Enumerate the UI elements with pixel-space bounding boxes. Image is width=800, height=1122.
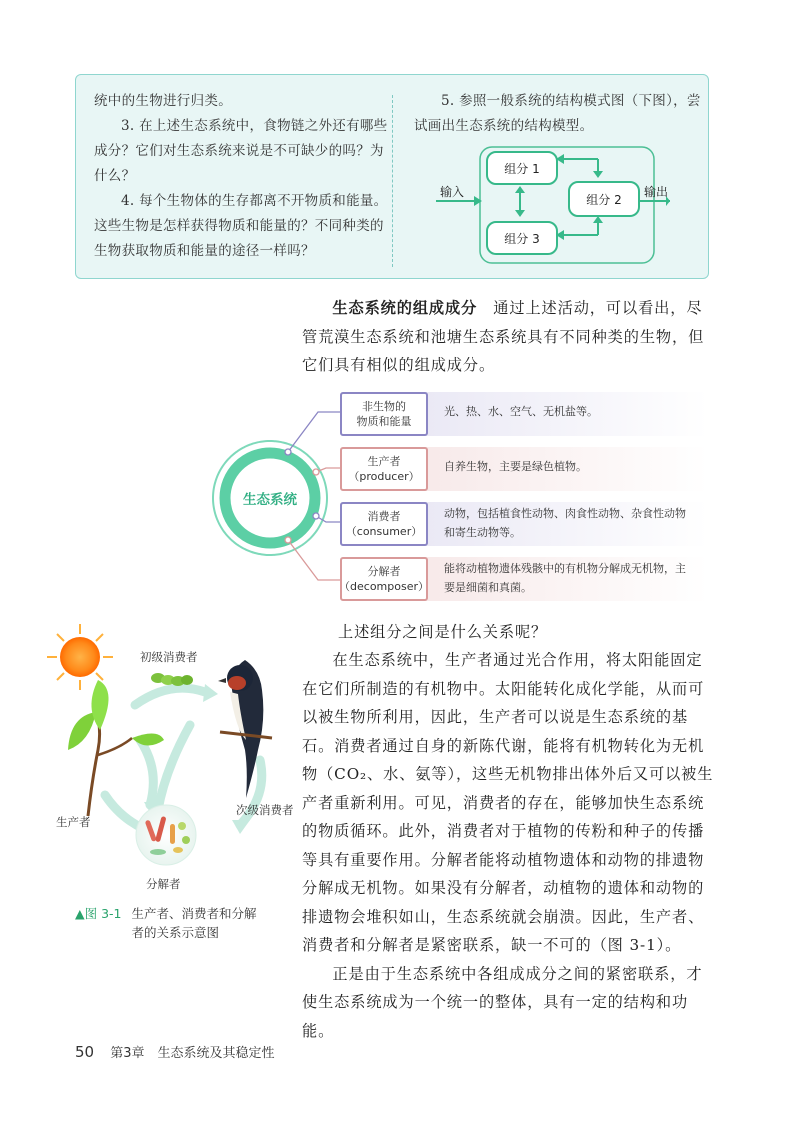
activity-box [75,74,709,279]
consumer-desc-line-1: 动物，包括植食性动物、肉食性动物、杂食性动物 [444,507,686,520]
decomposer-desc [444,559,714,597]
system-model-diagram [434,145,674,265]
abiotic-box [340,392,428,436]
relation-p1-text: 在生态系统中，生产者通过光合作用，将太阳能固定在它们所制造的有机物中。太阳能转化成化学能，从而可以被生物所利用，因此，生产者可以说是生态系统的基石。消费者通过自身的新陈代谢，能将有机物转化为无机物（CO₂、水、氨等），这些无机物排出体外后又可以被生产者重新利用。可见，消费者的存在，能够加快生态系统的物质循环。此外，消费者对于植物的传粉和种子的传播等具有重要作用。分解者能将动植物遗体和动物的排遗物分解成无机物。如果没有分解者，动植物的遗体和动物的排遗物会堆积如山，生态系统就会崩溃。因此，生产者、消费者和分解者是紧密联系，缺一不可的（图 3-1）。 [302,651,714,954]
decomposer-icon [136,805,196,865]
activity-question-5: 5. 参照一般系统的结构模式图（下图），尝试画出生态系统的结构模型。 [414,93,701,134]
sun-icon [47,624,113,690]
group-1-box [486,151,558,185]
decomposer-desc-line-1: 能将动植物遗体残骸中的有机物分解成无机物，主 [444,562,686,575]
abiotic-name-2: 物质和能量 [356,415,412,428]
input-label: 输入 [440,185,465,199]
group-3-label: 组分 3 [504,231,540,246]
abiotic-name-1: 非生物的 [362,400,406,413]
components-diagram [0,380,800,610]
group-1-label: 组分 1 [504,161,540,176]
producer-label: 生产者 [56,815,91,829]
section-heading: 生态系统的组成成分 [332,299,478,317]
producer-desc [444,457,708,476]
relation-question-text: 上述组分之间是什么关系呢？ [338,623,548,641]
ecosystem-center-label: 生态系统 [243,492,297,508]
output-label: 输出 [644,185,669,199]
figure-caption [75,904,275,942]
consumer-desc-line-2: 和寄生动物等。 [444,526,521,539]
group-3-box [486,221,558,255]
activity-question-3: 3. 在上述生态系统中，食物链之外还有哪些成分？它们对生态系统来说是不可缺少的吗？为什么？ [94,118,388,184]
decomposer-box [340,557,428,601]
activity-line-1: 统中的生物进行归类。 [94,93,232,109]
group-2-box [568,181,640,217]
relation-p2-text: 正是由于生态系统中各组成成分之间的紧密联系，才使生态系统成为一个统一的整体，具有一定的结构和功能。 [302,964,703,1040]
activity-right-column [414,89,704,139]
relation-question [338,618,718,647]
decomposer-label: 分解者 [146,877,181,891]
consumer-box [340,502,428,546]
abiotic-desc-line-1: 光、热、水、空气、无机盐等。 [444,405,598,418]
decomposer-desc-line-2: 要是细菌和真菌。 [444,581,532,594]
producer-desc-line-1: 自养生物，主要是绿色植物。 [444,460,587,473]
primary-consumer-label: 初级消费者 [140,650,198,664]
caterpillar-icon [151,673,193,686]
relation-paragraph-1 [302,646,714,1045]
secondary-consumer-label: 次级消费者 [236,803,294,817]
chapter-title: 第3章 生态系统及其稳定性 [110,1046,275,1061]
producer-name-1: 生产者 [367,455,401,468]
producer-box [340,447,428,491]
consumer-desc [444,504,714,542]
page-number: 50 [75,1043,95,1061]
abiotic-desc [444,402,708,421]
page-footer [75,1042,275,1061]
figure-caption-number: ▲图 3-1 [75,906,122,921]
consumer-name-2: （consumer） [345,525,423,538]
consumer-name-1: 消费者 [367,510,401,523]
section-intro-text: 通过上述活动，可以看出，尽管荒漠生态系统和池塘生态系统具有不同种类的生物，但它们具有相似的组成成分。 [302,299,705,374]
figure-3-1 [40,620,305,900]
producer-name-2: （producer） [348,470,420,483]
figure-caption-text: 生产者、消费者和分解者的关系示意图 [131,906,257,940]
activity-question-4: 4. 每个生物体的生存都离不开物质和能量。这些生物是怎样获得物质和能量的？不同种类的生物获取物质和能量的途径一样吗？ [94,193,388,259]
activity-divider [392,95,393,267]
section-intro-paragraph [302,294,714,380]
decomposer-name-2: （decomposer） [339,580,429,593]
activity-left-column [94,89,394,264]
decomposer-name-1: 分解者 [367,565,401,578]
group-2-label: 组分 2 [586,192,622,207]
